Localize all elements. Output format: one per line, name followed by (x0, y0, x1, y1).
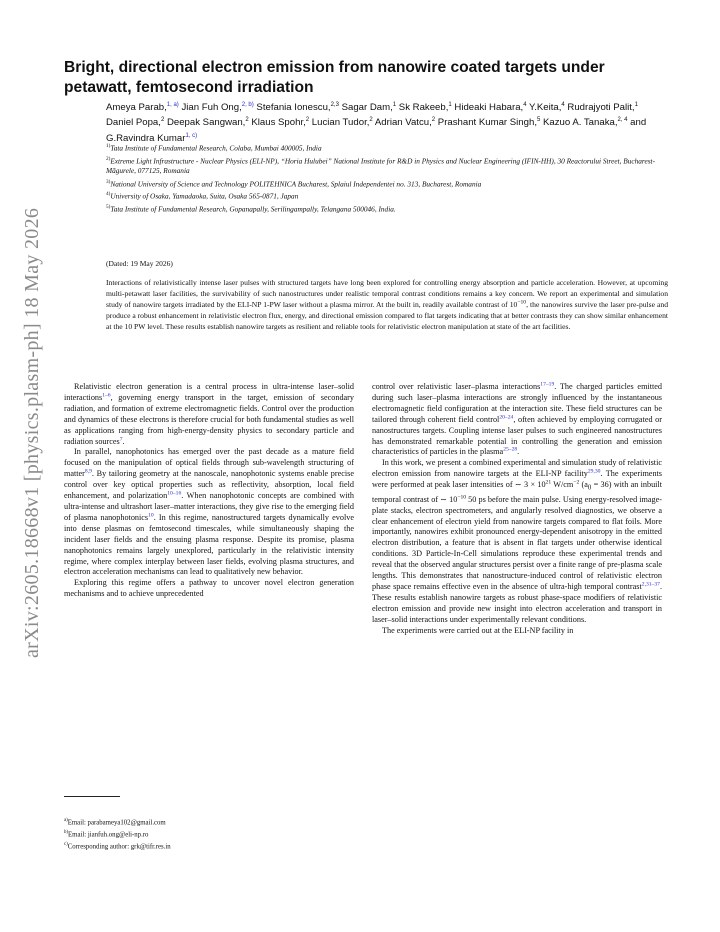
author: Sagar Dam, (338, 102, 393, 114)
citation-link[interactable]: 17–19 (540, 381, 555, 388)
paragraph-text: . These results establish nanowire targets as robust phase-space modifiers of relativistic electron emission and provide new insight into electron acceleration and transport in laser–solid interactions under experimentally relevant conditions. (372, 581, 662, 624)
right-column (372, 382, 662, 636)
author: Prashant Kumar Singh, (435, 117, 537, 129)
author-affiliation-mark: 1 (392, 102, 397, 108)
exponent: −10 (517, 299, 527, 306)
paragraph-text: 50 ps before the main pulse. Using energy-resolved image-plate stacks, electron spectrometers, and angularly resolved diagnostics, we observe a clear enhancement of electron yield from nanowire targets compared to flat foils. More importantly, nanowires exhibit pronounced energy-dependent anisotropy in the emitted electron distribution, a feature that is absent in flat targets under otherwise identical conditions. 3D Particle-In-Cell simulations reproduce these experimental trends and reveal that the observed angular structures persist over a finite range of pre-plasma scale lengths. This demonstrates that nanostructure-induced control of relativistic electron phase space remains effective even in the absence of ultra-high temporal contrast (372, 494, 663, 591)
paragraph-text: . (122, 436, 125, 446)
body-paragraph: Exploring this regime offers a pathway to uncover novel electron generation mechanisms and to achieve unprecedented (64, 578, 354, 599)
author: Adrian Vatcu, (372, 117, 432, 129)
citation-link[interactable]: 7 (119, 435, 123, 442)
author-affiliation-mark: 2, 4 (617, 117, 628, 124)
author-affiliation-mark: 2 (305, 117, 310, 124)
exponent: −2 (573, 479, 580, 486)
author-affiliation-mark: 1, c) (185, 132, 198, 139)
paragraph-text: . In this regime, nanostructured targets dynamically evolve into dense plasmas on femtosecond timescales, while simultaneously shaping the incident laser fields and the ensuing plasma response. Despite its promise, plasma nanophotonics remains largely unexplored, particularly in the relativistic intensity regime, where complex interplay between laser fields, evolving plasma structures, and electron acceleration mechanisms can lead to qualitatively new behavior. (64, 512, 354, 577)
author-affiliation-mark: 2 (245, 117, 249, 124)
citation-link[interactable]: 10–16 (167, 490, 182, 497)
author: Y.Keita, (526, 102, 562, 114)
paragraph-text: , governing energy transport in the target, emission of secondary radiation, and formation of extreme electromagnetic fields. Control over the production and dynamics of these electrons is therefore crucial for both fundamental studies as well as applications ranging from high-energy-density physics to secondary particle and radiation sources (64, 392, 354, 446)
footnote-text: Email: jianfuh.ong@eli-np.ro (68, 831, 149, 839)
author: and G.Ravindra Kumar (106, 117, 647, 145)
footnote-mark: c) (64, 842, 68, 848)
body-paragraph (372, 382, 662, 458)
author: Rudrajyoti Palit, (564, 102, 635, 114)
citation-link[interactable]: 25–28 (503, 446, 518, 453)
affiliation-text: Extreme Light Infrastructure - Nuclear Physics (ELI-NP), “Horia Hulubei” National Institute for R&D in Physics and Nuclear Engineering (IFIN-HH), 30 Reactorului Street, Bucharest-Măgurele, 077125, Romania (106, 156, 656, 176)
author-affiliation-mark: 1 (634, 102, 638, 108)
affiliation-number: 4) (106, 191, 111, 198)
footnote (64, 816, 354, 828)
affiliation-number: 1) (106, 143, 111, 149)
paragraph-text: . (517, 447, 520, 457)
citation-link[interactable]: 8,9 (84, 468, 92, 475)
footnote (64, 828, 354, 840)
body-paragraph (64, 382, 354, 447)
arxiv-identifier-stamp: arXiv:2605.18668v1 [physics.plasm-ph] 18 May 2026 (21, 207, 43, 658)
footnote-text: Corresponding author: grk@tifr.res.in (67, 843, 171, 851)
body-paragraph: The experiments were carried out at the ELI-NP facility in (382, 625, 574, 635)
affiliation-text: Tata Institute of Fundamental Research, Gopanapally, Serilingampally, Telangana 500046, India. (110, 204, 396, 214)
author-affiliation-mark: 2 (160, 117, 165, 124)
date-line: (Dated: 19 May 2026) (106, 259, 173, 268)
abstract-text: Interactions of relativistically intense laser pulses with structured targets have long been explored for controlling energy absorption and particle acceleration. However, at upcoming multi-petawatt laser facilities, the survivability of such nanostructures under realistic temporal contrast conditions remains a key concern. We report an experimental and simulation study of nanowire targets irradiated by the ELI-NP 1-PW laser without a plasma mirror. At the built in, readily available contrast of 10 (106, 278, 668, 309)
author: Kazuo A. Tanaka, (540, 117, 618, 129)
author-affiliation-mark: 4 (561, 102, 565, 108)
author: Ameya Parab, (106, 102, 167, 114)
body-paragraph (372, 458, 662, 625)
affiliation-text: National University of Science and Technology POLITEHNICA Bucharest, Splaiul Independentei no. 313, Bucharest, Romania (110, 179, 482, 189)
affiliation-number: 5) (106, 204, 111, 211)
author: Daniel Popa, (106, 117, 161, 129)
paragraph-text: . The experiments were performed at peak laser intensities of ∼ 3 × 10 (372, 469, 662, 490)
author-affiliation-mark: 1, a) (166, 102, 179, 108)
abstract-text: , the nanowires survive the laser pre-pulse and produce a robust enhancement in relativistic electron flux, energy, and directional emission compared to flat targets indicating that at better contrasts they can show similar enhancement at the 10 PW level. These results establish nanowire targets as resilient and reliable tools for relativistic electron manipulation at state of the art facilities. (106, 299, 668, 331)
affiliation-text: Tata Institute of Fundamental Research, Colaba, Mumbai 400005, India (110, 143, 322, 153)
paragraph-text: In this work, we present a combined experimental and simulation study of relativistic electron emission from nanowire targets at the ELI-NP facility (372, 458, 662, 479)
body-paragraph (64, 447, 354, 578)
affiliation (106, 202, 666, 215)
paragraph-text: . The charged particles emitted during such laser–plasma interactions are strongly influenced by the instantaneous electromagnetic field configuration at the interaction site. These field structures can be tailored through coherent field control (372, 382, 662, 424)
footnote-mark: a) (64, 818, 68, 823)
paper-title: Bright, directional electron emission from nanowire coated targets under petawatt, femtosecond irradiation (64, 59, 605, 96)
paragraph-text: control over relativistic laser–plasma interactions (372, 382, 541, 391)
author: Jian Fuh Ong, (178, 102, 242, 114)
footnote-text: Email: parabameya102@gmail.com (67, 819, 166, 827)
author-list (106, 99, 666, 145)
exponent: −10 (457, 493, 467, 500)
paragraph-text: In parallel, nanophotonics has emerged over the past decade as a mature field focused on the manipulation of optical fields through sub-wavelength structuring of matter (64, 447, 354, 479)
author-affiliation-mark: 2, b) (241, 102, 254, 108)
affiliation (106, 189, 666, 202)
left-column (64, 382, 354, 600)
affiliation-number: 3) (106, 178, 111, 185)
affiliation (106, 177, 666, 190)
citation-link[interactable]: 2,31–37 (641, 581, 660, 588)
paragraph-text: = 36) with an inbuilt temporal contrast of ∼ 10 (372, 480, 662, 504)
author: Klaus Spohr, (248, 117, 306, 129)
affiliation-number: 2) (106, 155, 111, 162)
paragraph-text: , often achieved by employing corrugated or nanostructures targets. Coupling intense laser pulses to such engineered nanostructures has demonstrated remarkable potential in controlling the generation and emission characteristics of particles in the plasma (372, 414, 663, 457)
author: Lucian Tudor, (309, 117, 370, 129)
author-affiliation-mark: 2 (431, 117, 436, 124)
affiliation (106, 154, 666, 177)
paragraph-text: . When nanophotonic concepts are combined with ultra-intense and ultrashort laser–matter interactions, they give rise to the emerging field of plasma nanophotonics (64, 491, 354, 522)
author: Sk Rakeeb, (396, 102, 449, 114)
footnote-mark: b) (64, 830, 68, 836)
exponent: 21 (545, 479, 552, 486)
footnotes (64, 816, 354, 852)
footnote (64, 840, 354, 852)
paragraph-text: Relativistic electron generation is a central process in ultra-intense laser–solid interactions (64, 382, 354, 402)
citation-link[interactable]: 1–6 (102, 392, 111, 399)
author: Hideaki Habara, (451, 102, 524, 114)
author: Deepak Sangwan, (164, 117, 246, 129)
citation-link[interactable]: 29,30 (587, 468, 601, 475)
abstract (106, 278, 668, 333)
citation-link[interactable]: 10 (148, 512, 154, 519)
footnote-divider (64, 796, 120, 797)
subscript: 0 (587, 484, 592, 492)
affiliation-text: University of Osaka, Yamadaoka, Suita, Osaka 565-0871, Japan (110, 191, 299, 201)
paragraph-text: (a (579, 480, 588, 490)
author: Stefania Ionescu, (253, 102, 331, 114)
paragraph-text: W/cm (551, 480, 574, 490)
author-affiliation-mark: 1 (448, 102, 452, 108)
author-affiliation-mark: 2 (369, 117, 373, 124)
affiliation (106, 141, 666, 154)
affiliation-list (106, 141, 666, 215)
author-affiliation-mark: 2,3 (330, 102, 339, 108)
citation-link[interactable]: 20–24 (499, 413, 514, 420)
author-affiliation-mark: 4 (523, 102, 527, 108)
paragraph-text: . By tailoring geometry at the nanoscale, nanophotonic systems enable precise control over key optical properties such as reflectivity, absorption, local field enhancement, and polarization (64, 469, 354, 501)
author-affiliation-mark: 5 (536, 117, 541, 124)
